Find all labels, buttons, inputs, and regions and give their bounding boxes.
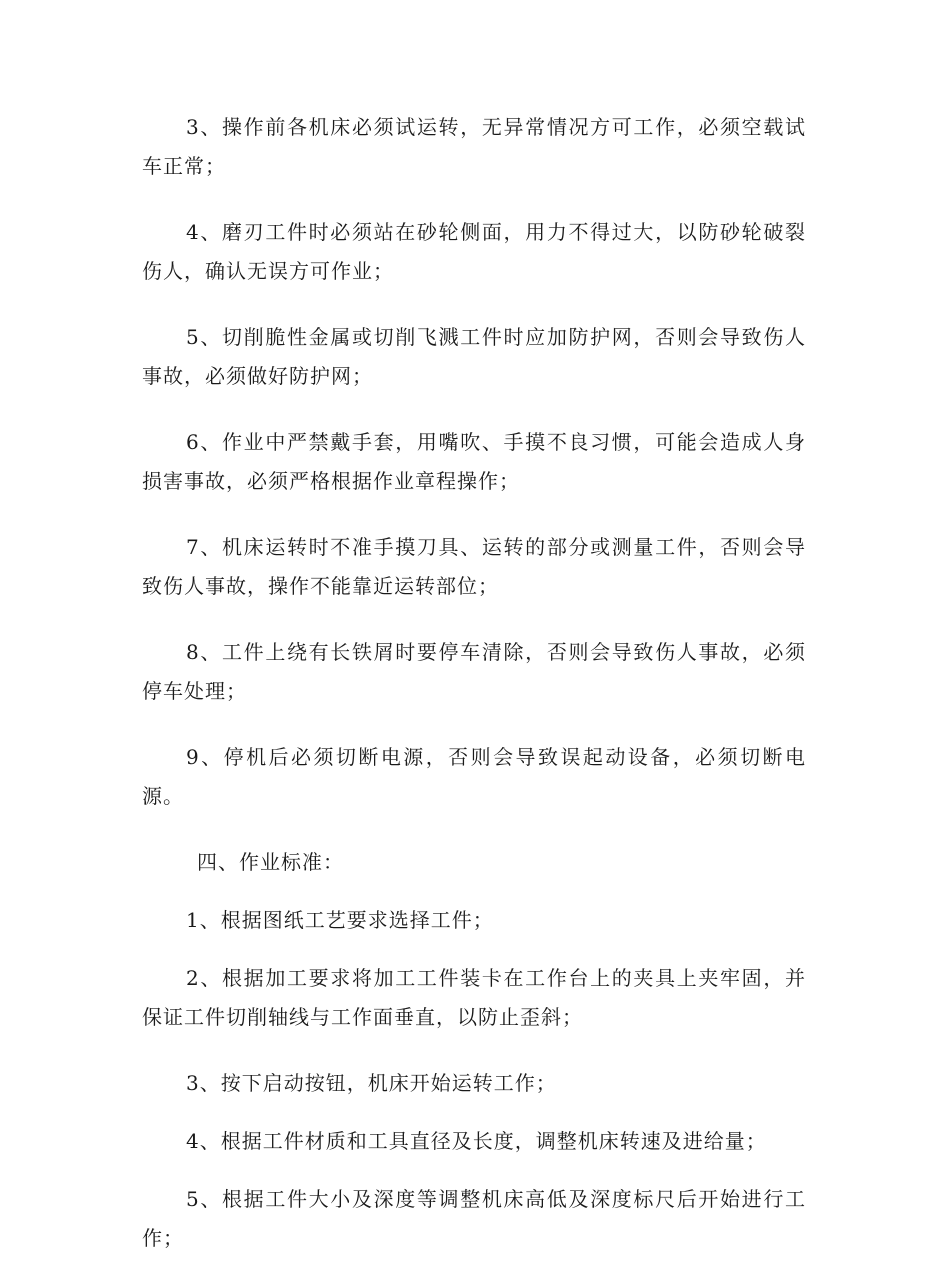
standard-item-5: 5、根据工件大小及深度等调整机床高低及深度标尺后开始进行工作；: [142, 1187, 806, 1250]
rule-item-6: 6、作业中严禁戴手套，用嘴吹、手摸不良习惯，可能会造成人身损害事故，必须严格根据作业章程操作；: [142, 430, 806, 493]
rule-item-8: 8、工件上绕有长铁屑时要停车清除，否则会导致伤人事故，必须停车处理；: [142, 640, 806, 703]
rule-item-3: 3、操作前各机床必须试运转，无异常情况方可工作，必须空载试车正常；: [142, 115, 806, 178]
rule-item-9: 9、停机后必须切断电源，否则会导致误起动设备，必须切断电源。: [142, 745, 806, 808]
document-body: [142, 108, 806, 1285]
rule-item-4: 4、磨刃工件时必须站在砂轮侧面，用力不得过大，以防砂轮破裂伤人，确认无误方可作业；: [142, 220, 806, 283]
rule-item-5: 5、切削脆性金属或切削飞溅工件时应加防护网，否则会导致伤人事故，必须做好防护网；: [142, 325, 806, 388]
rule-item-7: 7、机床运转时不准手摸刀具、运转的部分或测量工件，否则会导致伤人事故，操作不能靠近运转部位；: [142, 535, 806, 598]
section-heading: 四、作业标准：: [197, 850, 344, 874]
standard-item-3: 3、按下启动按钮，机床开始运转工作；: [186, 1071, 557, 1095]
standard-item-2: 2、根据加工要求将加工工件装卡在工作台上的夹具上夹牢固，并保证工件切削轴线与工作面垂直，以防止歪斜；: [142, 966, 806, 1029]
standard-item-4: 4、根据工件材质和工具直径及长度，调整机床转速及进给量；: [186, 1129, 767, 1153]
standard-item-1: 1、根据图纸工艺要求选择工件；: [186, 908, 494, 932]
